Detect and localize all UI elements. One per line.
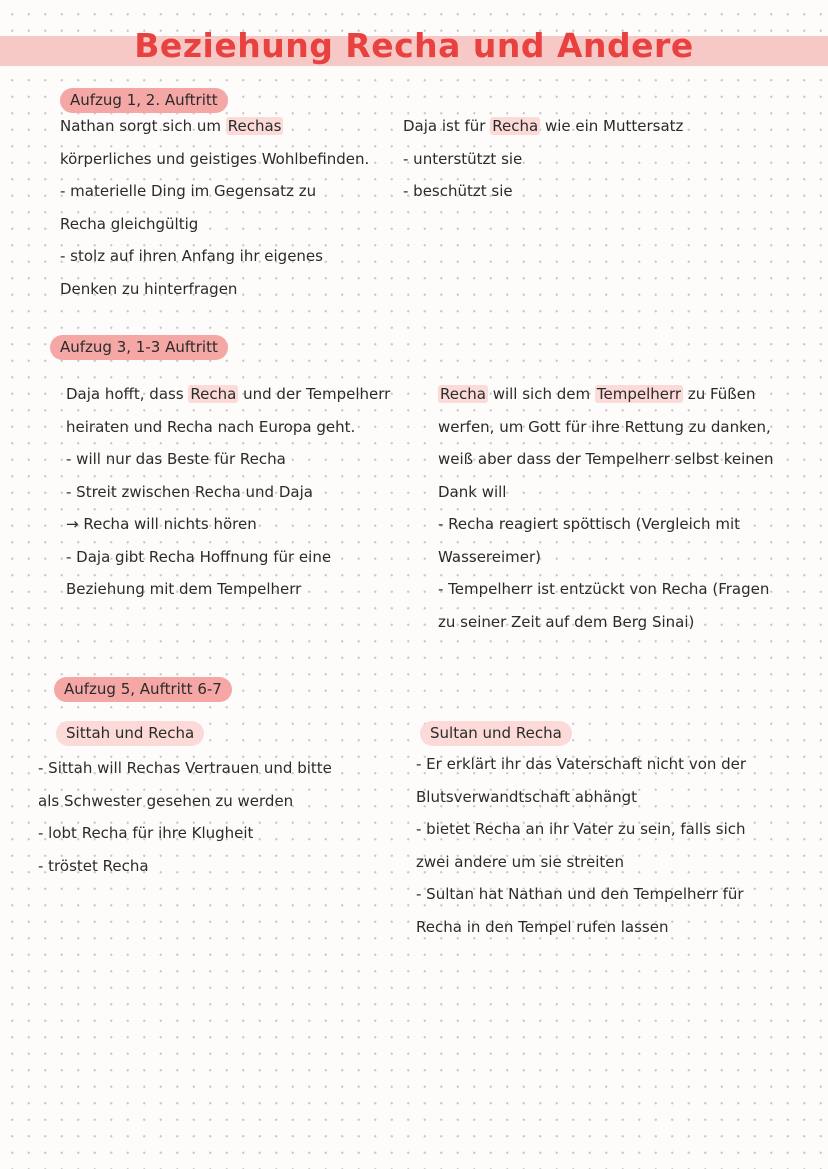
text-line <box>66 411 390 444</box>
text-segment: - lobt Recha für ihre Klugheit <box>38 824 254 842</box>
text-line <box>438 606 774 639</box>
text-line <box>38 850 332 883</box>
text-segment: zwei andere um sie streiten <box>416 852 625 871</box>
text-segment: Blutsverwandtschaft abhängt <box>416 787 638 806</box>
text-segment: - beschützt sie <box>403 182 513 200</box>
text-segment: Daja ist für <box>403 117 491 135</box>
text-segment: werfen, um Gott für ihre Rettung zu danken, <box>438 417 771 436</box>
text-segment: - unterstützt sie <box>403 149 523 168</box>
text-segment: - materielle Ding im Gegensatz zu <box>60 182 317 200</box>
text-segment: - Sultan hat Nathan und den Tempelherr für <box>416 885 744 903</box>
text-segment: und der Tempelherr <box>238 385 391 403</box>
section-2-left-text <box>66 378 390 606</box>
text-segment: Daja hofft, dass <box>66 385 189 403</box>
highlighted-name: Rechas <box>227 117 282 135</box>
text-line <box>66 476 390 509</box>
text-segment: zu Füßen <box>683 385 756 403</box>
text-line <box>416 846 746 879</box>
highlighted-name: Tempelherr <box>596 385 682 403</box>
text-segment: Recha in den Tempel rufen lassen <box>416 917 669 936</box>
text-line <box>438 573 774 606</box>
text-line <box>60 110 369 143</box>
section-3-right-text <box>416 748 746 943</box>
text-line <box>66 443 390 476</box>
text-segment: - Sittah will Rechas Vertrauen und bitte <box>38 759 332 777</box>
text-segment: - tröstet Recha <box>38 856 149 875</box>
highlighted-name: Recha <box>492 117 539 135</box>
text-segment: Beziehung mit dem Tempelherr <box>66 580 302 598</box>
text-segment: Dank will <box>438 482 507 501</box>
text-line <box>60 240 369 273</box>
section-heading-2: Aufzug 3, 1-3 Auftritt <box>50 335 228 360</box>
text-segment: Nathan sorgt sich um <box>60 117 226 135</box>
text-segment: - will nur das Beste für Recha <box>66 450 286 468</box>
section-1-left-text <box>60 110 369 305</box>
subheading-sultan-recha: Sultan und Recha <box>420 721 572 746</box>
text-segment: heiraten und Recha nach Europa geht. <box>66 417 356 436</box>
text-line <box>66 541 390 574</box>
text-line <box>60 143 369 176</box>
text-line <box>403 175 683 208</box>
text-segment: als Schwester gesehen zu werden <box>38 791 294 810</box>
text-line <box>438 378 774 411</box>
text-line <box>66 378 390 411</box>
text-line <box>403 143 683 176</box>
text-segment: wie ein Muttersatz <box>540 117 684 135</box>
text-line <box>438 411 774 444</box>
text-segment: weiß aber dass der Tempelherr selbst keinen <box>438 450 774 468</box>
section-3-left-text <box>38 752 332 882</box>
highlighted-name: Recha <box>440 385 486 403</box>
text-line <box>438 443 774 476</box>
text-line <box>60 273 369 306</box>
text-line <box>438 508 774 541</box>
text-segment: körperliches und geistiges Wohlbefinden. <box>60 149 370 168</box>
text-segment: - Recha reagiert spöttisch (Vergleich mit <box>438 515 740 533</box>
highlighted-name: Recha <box>190 385 237 403</box>
text-line <box>416 878 746 911</box>
text-segment: zu seiner Zeit auf dem Berg Sinai) <box>438 612 695 631</box>
text-line <box>416 781 746 814</box>
text-segment: - Streit zwischen Recha und Daja <box>66 482 313 501</box>
text-line <box>60 175 369 208</box>
section-heading-1: Aufzug 1, 2. Auftritt <box>60 88 228 113</box>
text-line <box>438 476 774 509</box>
text-line <box>38 785 332 818</box>
text-segment: will sich dem <box>487 385 595 403</box>
text-segment: - bietet Recha an ihr Vater zu sein, falls sich <box>416 820 746 838</box>
section-heading-3: Aufzug 5, Auftritt 6-7 <box>54 677 232 702</box>
text-line <box>38 752 332 785</box>
text-segment: Wassereimer) <box>438 547 542 566</box>
page-title: Beziehung Recha und Andere <box>134 26 694 65</box>
text-line <box>416 813 746 846</box>
text-line <box>60 208 369 241</box>
text-line <box>438 541 774 574</box>
text-line <box>416 748 746 781</box>
text-line <box>66 508 390 541</box>
text-segment: - Daja gibt Recha Hoffnung für eine <box>66 547 332 566</box>
text-line <box>416 911 746 944</box>
section-2-right-text <box>438 378 774 638</box>
text-segment: - Er erklärt ihr das Vaterschaft nicht von der <box>416 755 747 773</box>
text-line <box>66 573 390 606</box>
text-segment: - stolz auf ihren Anfang ihr eigenes <box>60 247 323 265</box>
subheading-sittah-recha: Sittah und Recha <box>56 721 204 746</box>
text-line <box>403 110 683 143</box>
text-segment: → Recha will nichts hören <box>66 515 257 533</box>
text-segment: Denken zu hinterfragen <box>60 279 238 298</box>
text-segment: Recha gleichgültig <box>60 214 199 233</box>
section-1-right-text <box>403 110 683 208</box>
text-segment: - Tempelherr ist entzückt von Recha (Fragen <box>438 580 770 598</box>
text-line <box>38 817 332 850</box>
